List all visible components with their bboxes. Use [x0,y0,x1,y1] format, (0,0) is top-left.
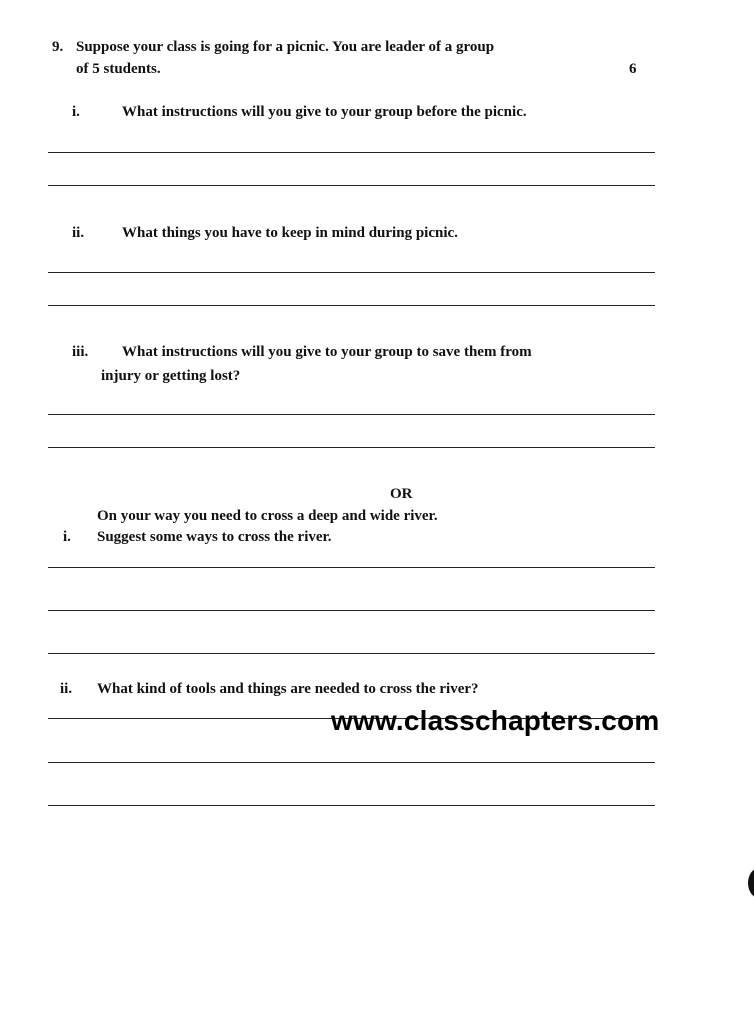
answer-line [48,610,655,611]
part-2-text: What things you have to keep in mind during picnic. [122,225,458,241]
answer-line [48,653,655,654]
alt-part-2-text: What kind of tools and things are needed to cross the river? [97,681,479,697]
part-3-text: What instructions will you give to your group to save them from [122,344,532,360]
edge-mark [748,868,754,898]
question-marks: 6 [629,61,637,77]
question-number: 9. [52,39,64,55]
part-3-text-line2: injury or getting lost? [101,368,241,384]
answer-line [48,272,655,273]
part-2-label: ii. [72,225,85,241]
answer-line [48,305,655,306]
answer-line [48,447,655,448]
part-3-label: iii. [72,344,89,360]
question-text-line1: Suppose your class is going for a picnic. You are leader of a group [76,39,495,55]
alternate-intro: On your way you need to cross a deep and wide river. [97,508,438,524]
answer-line [48,414,655,415]
alt-part-2-label: ii. [60,681,73,697]
question-text-line2: of 5 students. [76,61,161,77]
alt-part-1-text: Suggest some ways to cross the river. [97,529,332,545]
watermark: www.classchapters.com [331,705,660,736]
or-divider-label: OR [390,486,413,502]
alt-part-1-label: i. [63,529,71,545]
answer-line [48,762,655,763]
answer-line [48,152,655,153]
answer-line [48,567,655,568]
answer-line [48,185,655,186]
answer-line [48,805,655,806]
part-1-text: What instructions will you give to your group before the picnic. [122,104,527,120]
part-1-label: i. [72,104,80,120]
